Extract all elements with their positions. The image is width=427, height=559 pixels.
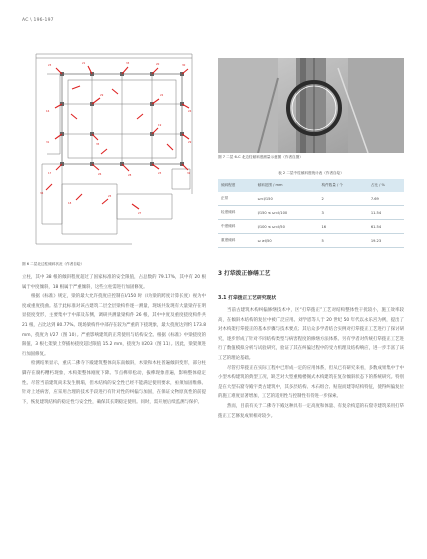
svg-text:20: 20 bbox=[156, 63, 160, 66]
svg-text:21: 21 bbox=[82, 62, 86, 65]
paragraph: 检测结果显示，重庆二佛寺下殿建筑整体向东南倾斜，木梁和木柱普遍倾斜变形，部分柱脚存在腐朽糟朽现象，木构架整体刚度下降。节点榫卯松动，拔榫现象普遍，影响整体稳定性。尽管当前建筑尚未发生倒塌，但木结构的安全性已经不能满足使用要求，亟须加固维修。针对上述病害，应采用合理的技术手段进行有针对性的纠偏与加固，在保证文物原真性的前提下，恢复建筑结构的稳定性与安全性，确保其长期稳定使用。同时，需开展后续监测与保护。 bbox=[22, 361, 206, 405]
subsection-heading: 3.1 打牮拨正工艺研究现状 bbox=[218, 296, 277, 301]
svg-text:33: 33 bbox=[126, 62, 130, 65]
svg-text:26: 26 bbox=[98, 173, 102, 176]
svg-text:16: 16 bbox=[46, 110, 50, 113]
left-body-text bbox=[22, 273, 206, 407]
paragraph: 当前古建筑木构纠偏修缮技术中，区“打牮拨正”工艺对结构整体性干扰较小，施工效率较高，在倾斜木结构的复位中被广泛应用。刘学恩等人于 20 世纪 50 年代以永乐宫为例，提出了对木构架打牮拨正的基本步骤与技术要点；其后众多学者结合实例对打牮拨正工艺进行了探讨研究，逐步形成了针对不同结构类型与病害程度的修缮方法体系。另有学者对传统打牮拨正工艺进行了数值模拟分析与试验研究，验证了其在纠偏过程中的受力机理及结构响应，进一步丰富了该工艺的理论基础。 bbox=[218, 308, 404, 361]
svg-text:22: 22 bbox=[160, 94, 164, 97]
table-cell: 中度倾斜 bbox=[218, 220, 255, 234]
figure-7-caption: 图 7 二层 6-C 北边柱倾斜度测量示意图（作者自摄） bbox=[218, 155, 303, 159]
col-header: 占比 / % bbox=[368, 179, 404, 192]
svg-text:23: 23 bbox=[158, 172, 162, 175]
table-cell: 轻度倾斜 bbox=[218, 206, 255, 220]
table-cell: 正常 bbox=[218, 192, 255, 206]
section-heading: 3 打牮拨正修缮工艺 bbox=[218, 271, 271, 277]
svg-text:19: 19 bbox=[158, 124, 162, 127]
table-cell: Ⅰ/150 ≤ ω<Ⅰ/100 bbox=[255, 206, 319, 220]
table-row bbox=[218, 220, 404, 234]
svg-text:25: 25 bbox=[108, 195, 112, 198]
svg-text:23: 23 bbox=[48, 64, 52, 67]
table-cell: Ⅰ/100 ≤ ω<Ⅰ/50 bbox=[255, 220, 319, 234]
paragraph: 根据《标准》规定，梁的最大允许挠度应控制在Ⅰ/150 时（Ⅰ为梁的跨度计算长度）视为中度或重度挠曲。基于此标准对该古建筑二层全层梁构件逐一测量，现场共发现有大量梁存在明显挠度变形，主要集中于中部及东侧，调研共测量梁构件 26 根，其中中度及重度挠度构件共 21 根，占比达到 80.77%。现场梁构件中部存在较为严重的下挠现象，最大挠度达到约 173.8 mm，挠度为 Ⅰ/27（图 10）。严重影响建筑的正常使用与结构安全。根据《标准》中梁挠度的限值，3 根七架梁上穿插枋挠度超过限值 15.2 mm，挠度为 Ⅰ/203（图 11）。因此，梁架须进行加固修复。 bbox=[22, 294, 206, 357]
svg-text:27: 27 bbox=[138, 212, 142, 215]
col-header: 倾斜范围 / mm bbox=[255, 179, 319, 192]
table-cell: 61.54 bbox=[368, 220, 404, 234]
table-cell: 3 bbox=[319, 206, 368, 220]
paragraph: 立柱，其中 38 根的倾斜程度超过了国家标准的安全限值，占总数的 79.17%，其中有 20 根属于中度倾斜，18 根属于严重倾斜，这些立柱需进行加固修复。 bbox=[22, 275, 206, 290]
table-row bbox=[218, 234, 404, 248]
col-header: 倾斜程度 bbox=[218, 179, 255, 192]
table-title: 表 2 二层中柱倾斜度统计表（作者自绘） bbox=[278, 171, 344, 175]
page-header: AC \ 196-197 bbox=[22, 18, 54, 23]
svg-text:31: 31 bbox=[46, 141, 50, 144]
table-cell: 11.54 bbox=[368, 206, 404, 220]
svg-text:29: 29 bbox=[100, 94, 104, 97]
svg-text:30: 30 bbox=[182, 64, 186, 67]
table-cell: 重度倾斜 bbox=[218, 234, 255, 248]
svg-text:18: 18 bbox=[68, 202, 72, 205]
svg-text:28: 28 bbox=[128, 174, 132, 177]
svg-text:29: 29 bbox=[188, 141, 192, 144]
svg-text:17: 17 bbox=[48, 172, 52, 175]
table-cell: 7.69 bbox=[368, 192, 404, 206]
col-header: 构件数量 / 个 bbox=[319, 179, 368, 192]
table-cell: 19.23 bbox=[368, 234, 404, 248]
svg-text:32: 32 bbox=[187, 172, 191, 175]
tilt-statistics-table bbox=[218, 179, 404, 248]
svg-text:24: 24 bbox=[188, 110, 192, 113]
table-cell: 5 bbox=[319, 234, 368, 248]
table-cell: ω ≥Ⅰ/50 bbox=[255, 234, 319, 248]
svg-text:35: 35 bbox=[96, 143, 100, 146]
table-cell: ω<Ⅰ/150 bbox=[255, 192, 319, 206]
table-cell: 2 bbox=[319, 192, 368, 206]
table-header-row bbox=[218, 179, 404, 192]
paragraph: 尽管打牮拨正在实际工程中已形成一定的应用体系，但从已有研究来看，多数成果集中于中小型木构建筑的典型工况，缺乏对大型重檐楼阁式木构建筑在复杂倾斜状态下的系统研究。特别是在大型石窟寺殿宇类古建筑中，其多层结构、木石组合、贴崖而建等结构特征，使得纠偏复位的施工难度显著增加，工艺的适用性与控制性有待进一步探索。 bbox=[218, 365, 404, 400]
floor-plan-figure bbox=[22, 44, 198, 256]
figure-6-caption: 图 6 二层北边柱倾斜状况（作者自绘） bbox=[22, 262, 85, 266]
svg-text:34: 34 bbox=[40, 192, 44, 195]
table-row bbox=[218, 192, 404, 206]
table-row bbox=[218, 206, 404, 220]
column-measurement-photo bbox=[218, 58, 404, 153]
table-cell: 16 bbox=[319, 220, 368, 234]
paragraph: 然而，目前有关于二佛寺下殿这种具有一定高度和体量、有复杂构造的石窟寺建筑采用打牮拨正工艺修复成果相对较少。 bbox=[218, 403, 404, 419]
right-body-text bbox=[218, 306, 404, 421]
